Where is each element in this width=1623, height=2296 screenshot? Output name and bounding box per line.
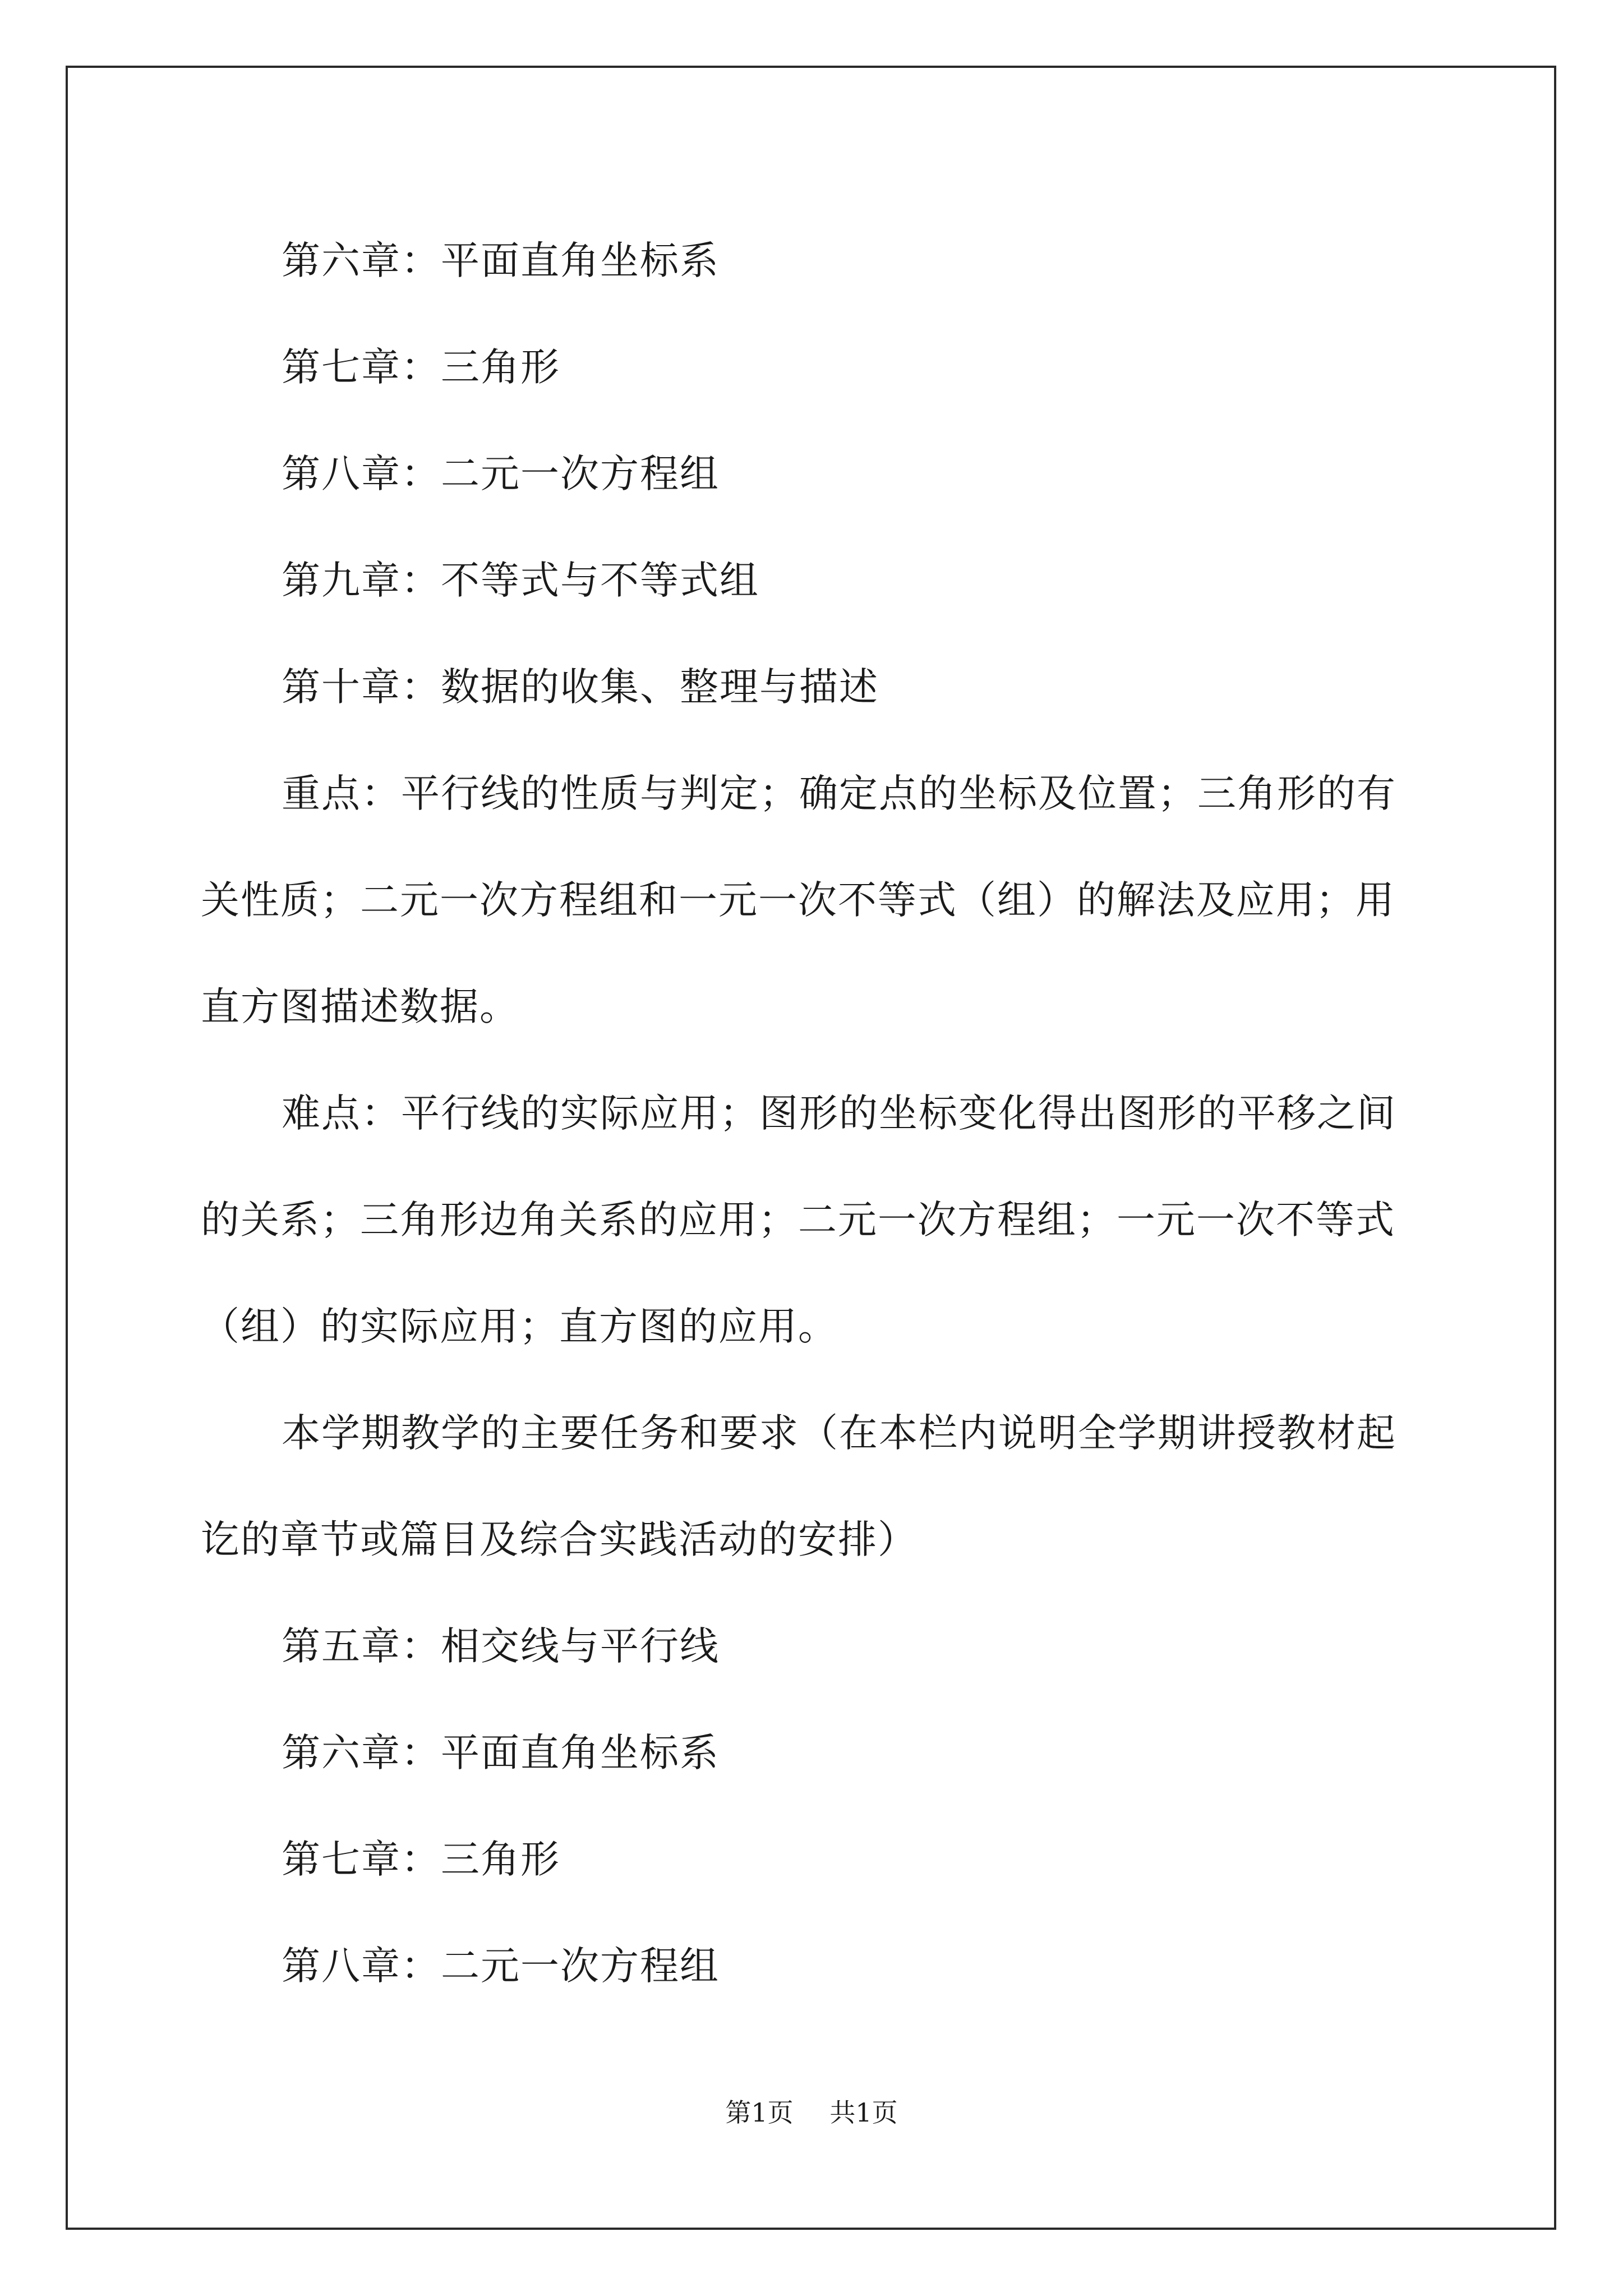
- paragraph-chapter-7: 第七章：三角形: [282, 345, 560, 390]
- paragraph-chapter-6: 第六章：平面直角坐标系: [282, 238, 720, 283]
- paragraph-difficulties: 难点：平行线的实际应用；图形的坐标变化得出图形的平移之间的关系；三角形边角关系的应用；二元一次方程组；一元一次不等式（组）的实际应用；直方图的应用。: [201, 1091, 1396, 1349]
- paragraph-chapter-8-repeat: 第八章：二元一次方程组: [282, 1944, 720, 1989]
- paragraph-chapter-9: 第九章：不等式与不等式组: [282, 558, 759, 603]
- page-number-total: 共1页: [829, 2097, 898, 2128]
- page-number-current: 第1页: [725, 2097, 794, 2128]
- paragraph-semester-tasks: 本学期教学的主要任务和要求（在本栏内说明全学期讲授教材起讫的章节或篇目及综合实践活动的安排）: [201, 1411, 1396, 1562]
- paragraph-chapter-7-repeat: 第七章：三角形: [282, 1837, 560, 1882]
- paragraph-chapter-8: 第八章：二元一次方程组: [282, 452, 720, 496]
- page-footer: [0, 2092, 1623, 2129]
- paragraph-chapter-5: 第五章：相交线与平行线: [282, 1624, 720, 1669]
- paragraph-chapter-10: 第十章：数据的收集、整理与描述: [282, 665, 879, 710]
- document-body: [201, 208, 1429, 2019]
- paragraph-chapter-6-repeat: 第六章：平面直角坐标系: [282, 1731, 720, 1775]
- paragraph-key-points: 重点：平行线的性质与判定；确定点的坐标及位置；三角形的有关性质；二元一次方程组和一元一次不等式（组）的解法及应用；用直方图描述数据。: [201, 771, 1396, 1029]
